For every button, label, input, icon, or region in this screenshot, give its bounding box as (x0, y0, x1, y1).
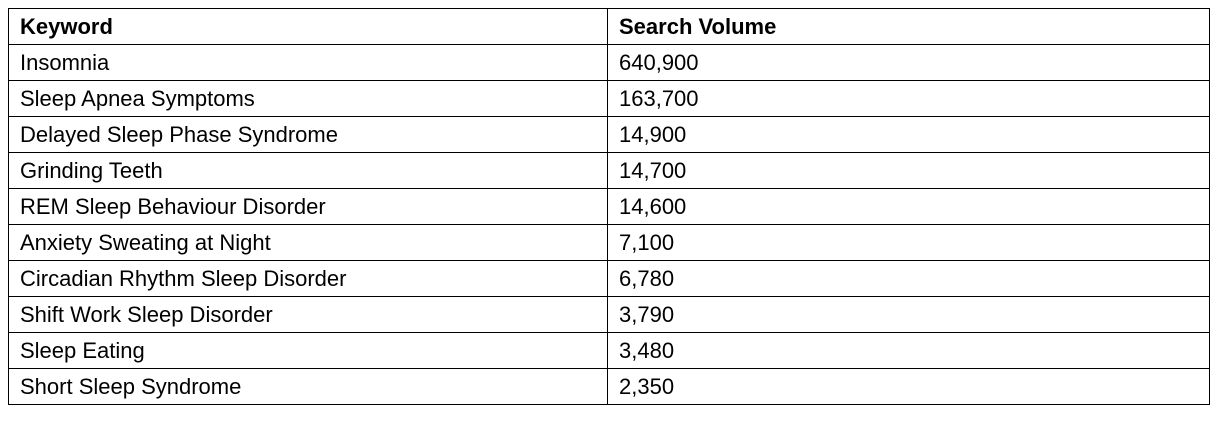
keyword-cell: Sleep Eating (9, 333, 608, 369)
keyword-cell: Insomnia (9, 45, 608, 81)
table-header-row (9, 9, 1210, 45)
table-row (9, 153, 1210, 189)
table-row (9, 261, 1210, 297)
header-keyword: Keyword (9, 9, 608, 45)
volume-cell: 640,900 (608, 45, 1210, 81)
table-row (9, 45, 1210, 81)
volume-cell: 2,350 (608, 369, 1210, 405)
table-row (9, 225, 1210, 261)
keyword-cell: Sleep Apnea Symptoms (9, 81, 608, 117)
volume-cell: 7,100 (608, 225, 1210, 261)
keyword-cell: Shift Work Sleep Disorder (9, 297, 608, 333)
volume-cell: 163,700 (608, 81, 1210, 117)
keyword-cell: REM Sleep Behaviour Disorder (9, 189, 608, 225)
volume-cell: 14,600 (608, 189, 1210, 225)
table-row (9, 333, 1210, 369)
table-row (9, 369, 1210, 405)
keyword-table-container (8, 8, 1210, 405)
volume-cell: 6,780 (608, 261, 1210, 297)
keyword-cell: Short Sleep Syndrome (9, 369, 608, 405)
volume-cell: 14,900 (608, 117, 1210, 153)
table-row (9, 117, 1210, 153)
keyword-cell: Grinding Teeth (9, 153, 608, 189)
volume-cell: 3,480 (608, 333, 1210, 369)
keyword-cell: Delayed Sleep Phase Syndrome (9, 117, 608, 153)
table-row (9, 297, 1210, 333)
table-row (9, 81, 1210, 117)
volume-cell: 3,790 (608, 297, 1210, 333)
keyword-cell: Anxiety Sweating at Night (9, 225, 608, 261)
keyword-cell: Circadian Rhythm Sleep Disorder (9, 261, 608, 297)
keyword-search-volume-table (8, 8, 1210, 405)
header-search-volume: Search Volume (608, 9, 1210, 45)
volume-cell: 14,700 (608, 153, 1210, 189)
table-row (9, 189, 1210, 225)
